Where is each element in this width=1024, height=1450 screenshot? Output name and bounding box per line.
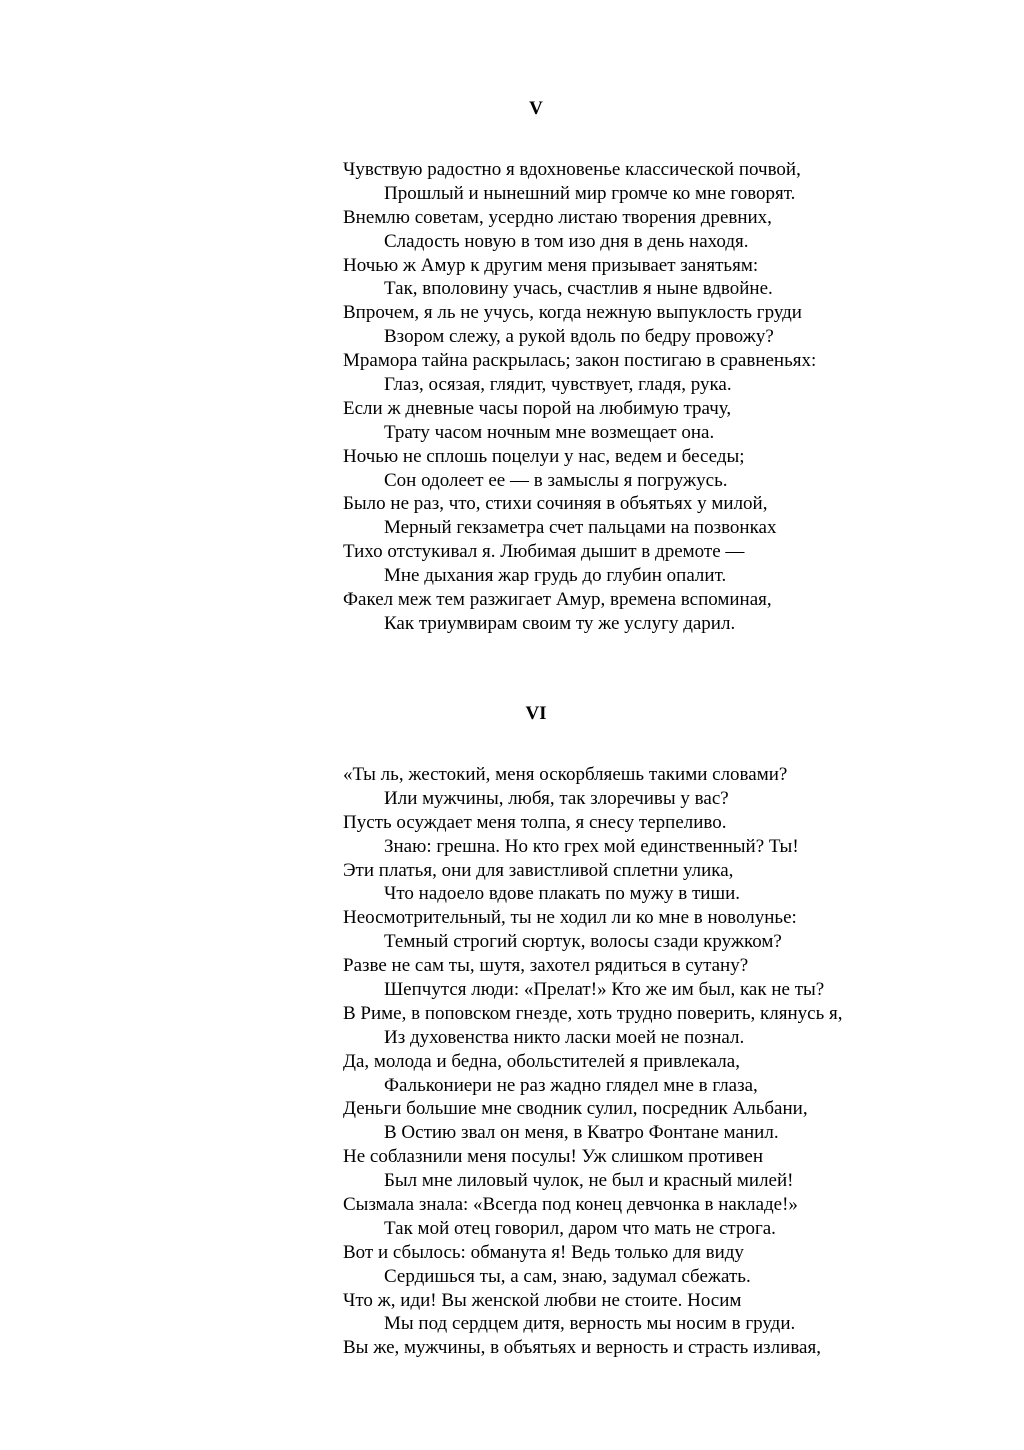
poem-line: В Риме, в поповском гнезде, хоть трудно поверить, клянусь я, [343,1002,843,1024]
poem-line: Прошлый и нынешний мир громче ко мне говорят. [384,182,796,204]
poem-line: Внемлю советам, усердно листаю творения древних, [343,206,772,228]
poem-line: Так, вполовину учась, счастлив я ныне вдвойне. [384,278,773,300]
poem-line: Разве не сам ты, шутя, захотел рядиться в сутану? [343,955,749,977]
poem-line: Или мужчины, любя, так злоречивы у вас? [384,787,729,809]
poem-line: Да, молода и бедна, обольстителей я привлекала, [343,1050,740,1072]
poem-text [0,158,1024,636]
poem-line: Вы же, мужчины, в объятьях и верность и страсть изливая, [343,1337,821,1359]
poem-line: Если ж дневные часы порой на любимую трачу, [343,397,732,419]
poem-line: Мрамора тайна раскрылась; закон постигаю в сравненьях: [343,350,817,372]
poem-line: Деньги большие мне сводник сулил, посредник Альбани, [343,1098,808,1120]
poem-line: Вот и сбылось: обманута я! Ведь только для виду [343,1241,744,1263]
poem-line: Тихо отстукивал я. Любимая дышит в дремоте — [343,541,745,563]
poem-line: Эти платья, они для завистливой сплетни улика, [343,859,734,881]
poem-line: Ночью ж Амур к другим меня призывает занятьям: [343,254,759,276]
poem-section-vi [0,703,1024,1360]
poem-line: Чувствую радостно я вдохновенье классической почвой, [343,159,801,180]
poem-line: Что ж, иди! Вы женской любви не стоите. Носим [343,1289,742,1311]
poem-line: Пусть осуждает меня толпа, я снесу терпеливо. [343,811,727,833]
poem-line: Так мой отец говорил, даром что мать не строга. [384,1217,776,1239]
poem-line: Был мне лиловый чулок, не был и красный милей! [384,1170,794,1192]
poem-line: Мне дыхания жар грудь до глубин опалит. [384,565,727,587]
poem-line: Из духовенства никто ласки моей не познал. [384,1026,745,1048]
poem-line: Трату часом ночным мне возмещает она. [384,421,715,443]
poem-section-v [0,98,1024,636]
poem-line: Сон одолеет ее — в замыслы я погружусь. [384,469,728,491]
poem-line: Мы под сердцем дитя, верность мы носим в груди. [384,1313,796,1335]
poem-line: Неосмотрительный, ты не ходил ли ко мне в новолунье: [343,907,797,929]
poem-line: Сладость новую в том изо дня в день находя. [384,230,749,252]
poem-line: Глаз, осязая, глядит, чувствует, гладя, рука. [384,374,732,396]
poem-line: Шепчутся люди: «Прелат!» Кто же им был, как не ты? [384,979,825,1001]
poem-line: Темный строгий сюртук, волосы сзади кружком? [384,931,782,953]
poem-line: Впрочем, я ль не учусь, когда нежную выпуклость груди [343,302,802,324]
poem-line: Было не раз, что, стихи сочиняя в объятьях у милой, [343,493,768,515]
poem-text [0,763,1024,1360]
poem-line: Сызмала знала: «Всегда под конец девчонка в накладе!» [343,1194,798,1216]
poem-line: Как триумвирам своим ту же услугу дарил. [384,612,736,634]
poem-line: Фалькониери не раз жадно глядел мне в глаза, [384,1074,758,1096]
poem-line: Не соблазнили меня посулы! Уж слишком противен [343,1146,764,1168]
poem-line: Знаю: грешна. Но кто грех мой единственный? Ты! [384,835,799,857]
poem-line: Что надоело вдове плакать по мужу в тиши. [384,883,741,905]
section-heading: V [529,98,543,119]
section-heading: VI [525,703,547,724]
poem-line: «Ты ль, жестокий, меня оскорбляешь такими словами? [343,764,788,785]
poem-line: Мерный гекзаметра счет пальцами на позвонках [384,517,777,539]
poem-line: Ночью не сплошь поцелуи у нас, ведем и беседы; [343,445,745,467]
poem-line: Сердишься ты, а сам, знаю, задумал сбежать. [384,1265,751,1287]
poem-line: Факел меж тем разжигает Амур, времена вспоминая, [343,589,772,611]
poem-line: В Остию звал он меня, в Кватро Фонтане манил. [384,1122,779,1144]
poem-line: Взором слежу, а рукой вдоль по бедру провожу? [384,326,774,348]
